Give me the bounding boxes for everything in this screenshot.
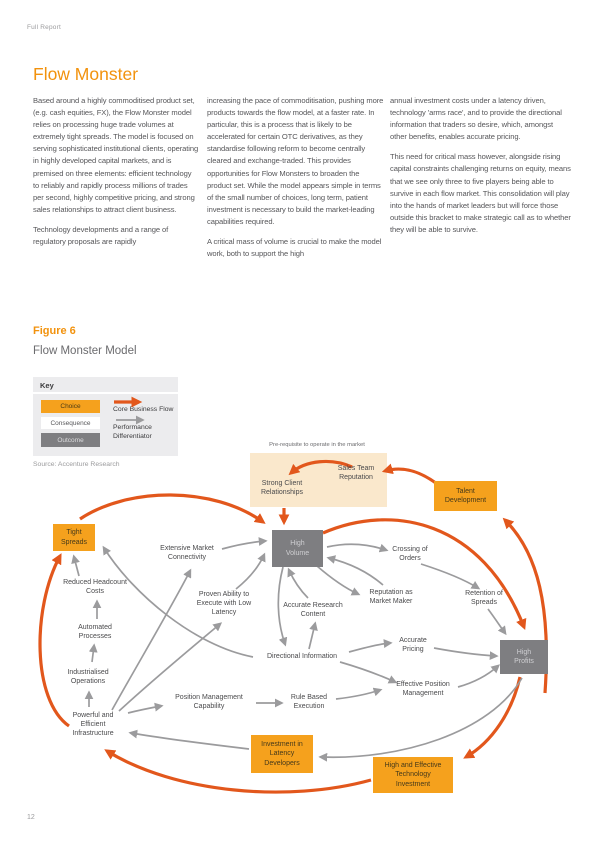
node-industrialised-operations: Industrialised Operations <box>67 669 109 686</box>
legend-title: Key <box>40 381 54 390</box>
legend-outcome-chip: Outcome <box>41 433 100 447</box>
paragraph: annual investment costs under a latency driven, technology 'arms race', and to provide the directional information that traders so desire, which, amongst other benefits, enables accurate pricing. <box>390 96 562 142</box>
arrow-high-profits-to-technology-investment <box>466 677 520 757</box>
node-tight-spreads: Tight Spreads <box>53 524 95 551</box>
node-accurate-research-content: Accurate Research Content <box>283 602 343 619</box>
arrow-infrastructure-to-position-management <box>128 706 161 713</box>
node-retention-of-spreads: Retention of Spreads <box>465 590 503 607</box>
paragraph: increasing the pace of commoditisation, pushing more products towards the flow model, at a faster rate. In particular, this is a process that is likely to be accelerated for certain OTC derivatives, as they standardise following reform to become centrally cleared and exchange-traded. This provides opportunities for Flow Monsters to broaden the product set. While the model appears simple in terms of the small number of choices, long term, patient investment is necessary to build the market-leading capabilities required. <box>207 96 384 226</box>
figure-title: Flow Monster Model <box>33 345 137 357</box>
legend-consequence-chip: Consequence <box>41 417 100 429</box>
node-reputation-as-market-maker: Reputation as Market Maker <box>369 589 413 606</box>
figure-source: Source: Accenture Research <box>33 461 120 468</box>
node-high-profits: High Profits <box>500 640 548 674</box>
arrow-crossing-orders-to-retention <box>421 564 478 588</box>
arrow-high-volume-to-crossing-orders <box>327 544 386 550</box>
node-accurate-pricing: Accurate Pricing <box>399 637 427 654</box>
arrow-directional-info-to-effective-position <box>340 662 395 682</box>
node-directional-information: Directional Information <box>266 653 338 660</box>
prerequisite-label: Pre-requisite to operate in the market <box>269 442 365 448</box>
node-effective-position-management: Effective Position Management <box>396 681 450 698</box>
arrow-latency-developers-to-infrastructure <box>131 733 249 749</box>
node-sales-team-reputation: Sales Team Reputation <box>337 465 375 482</box>
page-title: Flow Monster <box>33 64 139 84</box>
node-high-effective-technology-investment: High and Effective Technology Investment <box>373 757 453 793</box>
node-extensive-market-connectivity: Extensive Market Connectivity <box>160 545 214 562</box>
node-talent-development: Talent Development <box>434 481 497 511</box>
node-crossing-of-orders: Crossing of Orders <box>392 546 428 563</box>
paragraph: A critical mass of volume is crucial to make the model work, both to support the high <box>207 237 382 259</box>
page-number: 12 <box>27 814 35 821</box>
arrow-accurate-pricing-to-high-profits <box>434 648 496 656</box>
node-powerful-efficient-infrastructure: Powerful and Efficient Infrastructure <box>72 712 114 738</box>
arrow-research-content-to-high-volume <box>289 570 308 598</box>
arrow-effective-position-to-high-profits <box>458 666 498 687</box>
legend-core-business-flow-label: Core Business Flow <box>113 406 174 413</box>
arrow-connectivity-to-high-volume <box>222 541 265 549</box>
node-proven-ability-low-latency: Proven Ability to Execute with Low Latency <box>196 591 252 617</box>
arrow-retention-to-high-profits <box>488 609 505 633</box>
arrow-rule-based-to-effective-position <box>336 690 380 699</box>
node-high-volume: High Volume <box>272 530 323 567</box>
node-reduced-headcount-costs: Reduced Headcount Costs <box>63 579 127 596</box>
arrow-directional-info-to-research-content <box>309 624 315 649</box>
arrow-high-volume-to-high-profits <box>323 520 524 627</box>
paragraph: Based around a highly commoditised product set, (e.g. cash equities, FX), the Flow Monster model relies on processing huge trade volumes at extremely tight spreads. The model is focused on serving sophisticated institutional clients, operating in highly developed capital markets, and is premised on three elements: efficient technology to reliably and rapidly process millions of trades per second, highly competitive pricing, and strong sales relationships to attract client business. <box>33 96 199 214</box>
arrow-high-volume-to-market-maker <box>317 566 358 594</box>
paragraph: This need for critical mass however, alongside rising capital constraints challenging returns on equity, means that we see only three to five players being able to survive in each flow market. This consolidation will play into the hands of market leaders but will force those outside this bracket to make strategic call as to whether they will be able to survive. <box>390 152 571 234</box>
arrow-talent-to-sales-reputation <box>385 469 441 487</box>
arrow-low-latency-to-high-volume <box>236 555 264 589</box>
running-header: Full Report <box>27 24 61 31</box>
node-strong-client-relationships: Strong Client Relationships <box>260 480 304 497</box>
legend-choice-chip: Choice <box>41 400 100 413</box>
arrow-tight-spreads-to-high-volume <box>80 495 263 522</box>
figure-label: Figure 6 <box>33 325 76 337</box>
node-investment-latency-developers: Investment in Latency Developers <box>251 735 313 773</box>
arrow-directional-info-to-accurate-pricing <box>349 643 390 652</box>
arrow-industrialised-to-automated <box>92 646 94 662</box>
legend-performance-differentiator-label: Performance Differentiator <box>113 424 152 441</box>
node-position-management-capability: Position Management Capability <box>175 694 243 711</box>
node-automated-processes: Automated Processes <box>78 624 112 641</box>
arrow-reduced-costs-to-tight-spreads <box>74 557 79 576</box>
paragraph: Technology developments and a range of regulatory proposals are rapidly <box>33 224 169 247</box>
node-rule-based-execution: Rule Based Execution <box>290 694 328 711</box>
